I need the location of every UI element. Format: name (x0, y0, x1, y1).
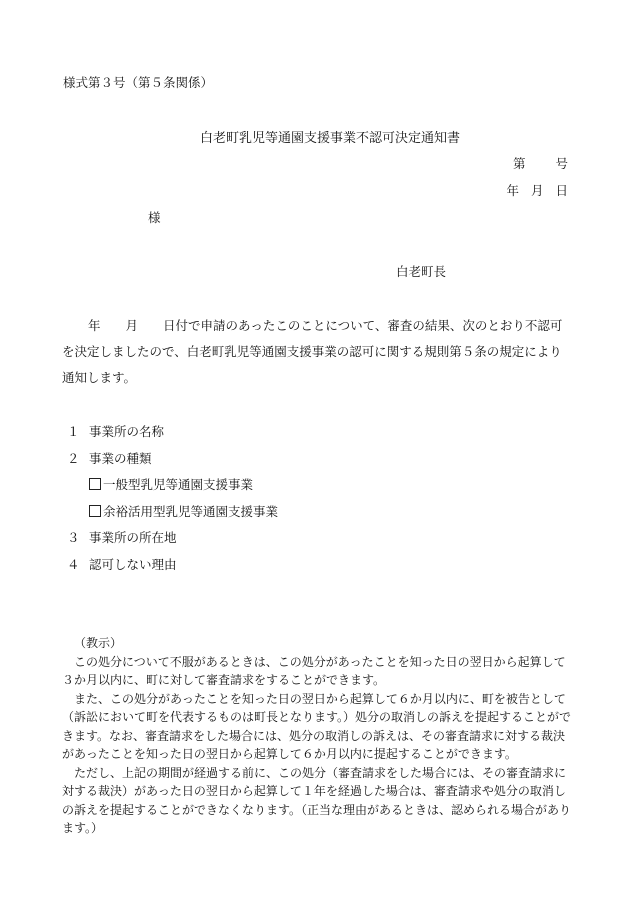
checkbox-icon (89, 505, 101, 517)
item-number: ４ (67, 556, 80, 572)
type-option-general (67, 471, 567, 498)
document-number (513, 154, 568, 172)
document-date (506, 181, 568, 199)
issuer: 白老町長 (396, 264, 447, 279)
document-number-prefix: 第 (512, 156, 526, 171)
item-label: 事業の種類 (89, 450, 152, 466)
notification-body (62, 313, 572, 391)
item-label: 事業所の所在地 (89, 530, 177, 546)
list-item (67, 524, 567, 551)
item-label: 事業所の名称 (89, 424, 165, 440)
type-option-surplus (67, 498, 567, 525)
date-month: 月 (530, 183, 544, 198)
notice-heading: （教示） (74, 636, 123, 650)
list-item (67, 445, 567, 472)
type-option-label: 一般型乳児等通園支援事業 (103, 477, 254, 493)
list-item (67, 418, 567, 445)
addressee: 様 (148, 210, 161, 225)
date-day: 日 (555, 183, 568, 198)
document-number-suffix: 号 (555, 156, 568, 171)
form-number: 様式第３号（第５条関係） (63, 75, 214, 90)
notice-paragraph: また、この処分があったことを知った日の翌日から起算して６か月以内に、町を被告として（訴訟において町を代表するものは町長となります。）処分の取消しの訴えを提起することができます。なお、審査請求をした場合には、処分の取消しの訴えは、その審査請求に対する裁決があったことを知った日の翌日から起算して６か月以内に提起することができます。 (62, 691, 572, 761)
checkbox-icon (89, 478, 101, 490)
list-item (67, 551, 567, 578)
item-number: ２ (67, 450, 80, 466)
type-option-label: 余裕活用型乳児等通園支援事業 (103, 503, 279, 519)
notice-paragraph: この処分について不服があるときは、この処分があったことを知った日の翌日から起算して３か月以内に、町に対して審査請求をすることができます。 (62, 654, 566, 687)
appeal-notice (62, 634, 572, 838)
item-number: １ (67, 424, 80, 440)
date-year: 年 (506, 183, 519, 198)
notification-body-text: 年 月 日付で申請のあったこのことについて、審査の結果、次のとおり不認可を決定しましたので、白老町乳児等通園支援事業の認可に関する規則第５条の規定により通知します。 (62, 318, 563, 385)
item-number: ３ (67, 530, 80, 546)
notice-paragraph: ただし、上記の期間が経過する前に、この処分（審査請求をした場合には、その審査請求に対する裁決）があった日の翌日から起算して１年を経過した場合は、審査請求や処分の取消しの訴えを提起することができなくなります。（正当な理由があるときは、認められる場合があります。） (62, 765, 572, 835)
item-list (67, 418, 567, 577)
item-label: 認可しない理由 (89, 556, 177, 572)
document-title: 白老町乳児等通園支援事業不認可決定通知書 (199, 131, 460, 146)
